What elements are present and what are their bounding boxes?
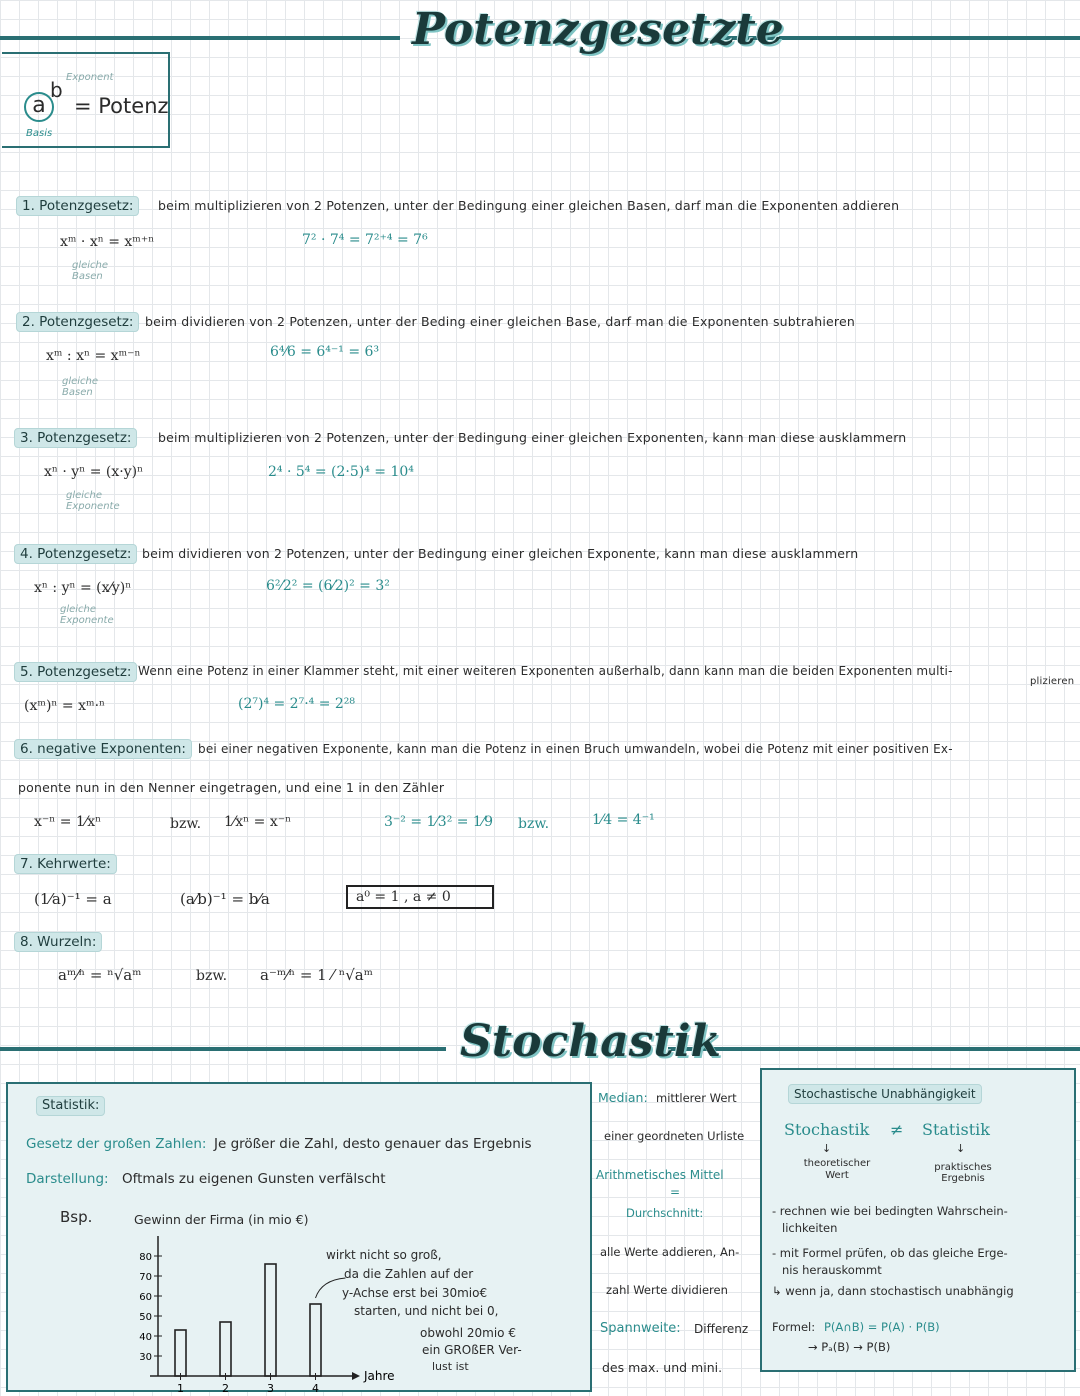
annotation-line-5: obwohl 20mio € bbox=[420, 1326, 516, 1340]
darstellung-label: Darstellung: bbox=[26, 1171, 109, 1187]
neg-formula-2: 1⁄xⁿ = x⁻ⁿ bbox=[224, 814, 292, 830]
wurzeln-label: 8. Wurzeln: bbox=[14, 932, 102, 952]
neg-desc-1: bei einer negativen Exponente, kann man die Potenz in einen Bruch umwandeln, wobei die Potenz mit einer positiven Ex- bbox=[198, 742, 953, 756]
durchschnitt-label: Durchschnitt: bbox=[626, 1206, 704, 1220]
unab-stoch-sub: theoretischer Wert bbox=[803, 1158, 871, 1181]
unab-point-1: - rechnen wie bei bedingten Wahrschein- bbox=[772, 1204, 1008, 1218]
y-tick-label: 50 bbox=[139, 1312, 152, 1323]
neg-example-2: 1⁄4 = 4⁻¹ bbox=[592, 812, 655, 828]
law-1-label: 1. Potenzgesetz: bbox=[16, 196, 139, 216]
x-tick-label: 4 bbox=[312, 1382, 319, 1395]
neg-label: 6. negative Exponenten: bbox=[14, 739, 192, 759]
gesetz-text: Je größer die Zahl, desto genauer das Ergebnis bbox=[214, 1136, 532, 1152]
durchschnitt-text-2: zahl Werte dividieren bbox=[606, 1283, 728, 1297]
median-label: Median: bbox=[598, 1090, 648, 1105]
intro-equals: = Potenz bbox=[74, 94, 169, 118]
law-3-formula: xⁿ · yⁿ = (x·y)ⁿ bbox=[44, 464, 144, 480]
stoch-rule-left bbox=[0, 1047, 446, 1051]
unab-stochastik: Stochastik bbox=[784, 1120, 870, 1139]
law-5-formula: (xᵐ)ⁿ = xᵐ·ⁿ bbox=[24, 698, 106, 714]
law-1-example: 7² · 7⁴ = 7²⁺⁴ = 7⁶ bbox=[302, 232, 428, 248]
spannweite-text-1: Differenz bbox=[694, 1322, 749, 1336]
intro-base-label: Basis bbox=[26, 128, 53, 139]
x-axis-arrow-icon bbox=[352, 1372, 360, 1380]
law-5-example: (2⁷)⁴ = 2⁷·⁴ = 2²⁸ bbox=[238, 696, 356, 712]
law-2-example: 6⁴⁄6 = 6⁴⁻¹ = 6³ bbox=[270, 344, 380, 360]
y-tick-label: 60 bbox=[139, 1292, 152, 1303]
kehr-formula-1: (1⁄a)⁻¹ = a bbox=[34, 890, 112, 908]
law-1-desc: beim multiplizieren von 2 Potenzen, unter der Bedingung einer gleichen Basen, darf man die Exponenten addieren bbox=[158, 198, 900, 213]
annotation-line-4: starten, und nicht bei 0, bbox=[354, 1304, 499, 1318]
wurzeln-formula-2: a⁻ᵐ⁄ⁿ = 1 ⁄ ⁿ√aᵐ bbox=[260, 966, 373, 984]
neg-bzw-1: bzw. bbox=[170, 816, 202, 832]
wurzeln-formula-1: aᵐ⁄ⁿ = ⁿ√aᵐ bbox=[58, 966, 142, 984]
section-title-stochastik: Stochastik bbox=[460, 1016, 722, 1067]
unab-stat-sub: praktisches Ergebnis bbox=[934, 1162, 992, 1184]
law-2-desc: beim dividieren von 2 Potenzen, unter der Beding einer gleichen Base, darf man die Exponenten subtrahieren bbox=[145, 314, 855, 329]
kehr-formula-2: (a⁄b)⁻¹ = b⁄a bbox=[180, 890, 270, 908]
law-3-desc: beim multiplizieren von 2 Potenzen, unter der Bedingung einer gleichen Exponenten, kann man diese ausklammern bbox=[158, 430, 907, 445]
x-tick-label: 2 bbox=[222, 1382, 229, 1395]
kehr-zero-exponent-box: a⁰ = 1 , a ≠ 0 bbox=[346, 885, 494, 909]
law-4-label: 4. Potenzgesetz: bbox=[14, 544, 137, 564]
statistik-panel bbox=[6, 1082, 592, 1395]
y-tick-label: 70 bbox=[139, 1272, 152, 1283]
unab-tag: Stochastische Unabhängigkeit bbox=[788, 1084, 982, 1104]
law-2-note: gleiche Basen bbox=[62, 376, 99, 398]
law-4-desc: beim dividieren von 2 Potenzen, unter der Bedingung einer gleichen Exponente, kann man diese ausklammern bbox=[142, 546, 859, 561]
unabhaengigkeit-panel bbox=[760, 1068, 1076, 1372]
annotation-line-7: lust ist bbox=[432, 1360, 469, 1373]
durchschnitt-text-1: alle Werte addieren, An- bbox=[600, 1245, 740, 1259]
gesetz-label: Gesetz der großen Zahlen: bbox=[26, 1136, 207, 1152]
median-text-2: einer geordneten Urliste bbox=[604, 1129, 745, 1143]
law-4-note: gleiche Exponente bbox=[60, 604, 114, 626]
arrow-down-icon-2: ↓ bbox=[956, 1142, 966, 1155]
law-3-example: 2⁴ · 5⁴ = (2·5)⁴ = 10⁴ bbox=[268, 464, 414, 480]
statistik-tag: Statistik: bbox=[36, 1096, 105, 1116]
unab-formel-2: → Pₐ(B) → P(B) bbox=[808, 1340, 891, 1354]
bar bbox=[265, 1264, 276, 1376]
unab-point-1b: lichkeiten bbox=[782, 1221, 838, 1235]
unab-formel-label: Formel: bbox=[772, 1320, 816, 1334]
bar bbox=[310, 1304, 321, 1376]
neg-example-1: 3⁻² = 1⁄3² = 1⁄9 bbox=[384, 814, 494, 830]
stoch-rule-right bbox=[668, 1047, 1080, 1051]
annotation-line-2: da die Zahlen auf der bbox=[344, 1267, 474, 1281]
annotation-leader bbox=[316, 1278, 346, 1298]
arrow-down-icon: ↓ bbox=[822, 1142, 832, 1155]
intro-box bbox=[2, 52, 170, 148]
law-1-formula: xᵐ · xⁿ = xᵐ⁺ⁿ bbox=[60, 234, 155, 250]
spannweite-text-2: des max. und mini. bbox=[602, 1360, 723, 1375]
law-4-formula: xⁿ : yⁿ = (x⁄y)ⁿ bbox=[34, 580, 132, 596]
chart-title: Gewinn der Firma (in mio €) bbox=[134, 1212, 309, 1227]
unab-formel-1: P(A∩B) = P(A) · P(B) bbox=[824, 1320, 940, 1334]
law-5-desc-cont: plizieren bbox=[1030, 676, 1075, 687]
median-text-1: mittlerer Wert bbox=[656, 1091, 737, 1105]
wurzeln-bzw: bzw. bbox=[196, 968, 228, 984]
unab-point-2: - mit Formel prüfen, ob das gleiche Erge- bbox=[772, 1246, 1008, 1260]
law-5-label: 5. Potenzgesetz: bbox=[14, 662, 137, 682]
spannweite-label: Spannweite: bbox=[600, 1321, 681, 1336]
law-1-note: gleiche Basen bbox=[72, 260, 109, 282]
annotation-line-3: y-Achse erst bei 30mio€ bbox=[342, 1286, 488, 1300]
law-3-label: 3. Potenzgesetz: bbox=[14, 428, 137, 448]
unab-point-2b: nis herauskommt bbox=[782, 1263, 882, 1277]
unab-neq: ≠ bbox=[890, 1120, 904, 1139]
y-tick-label: 40 bbox=[139, 1332, 152, 1343]
darstellung-text: Oftmals zu eigenen Gunsten verfälscht bbox=[122, 1171, 386, 1187]
y-tick-label: 30 bbox=[139, 1352, 152, 1363]
unab-statistik: Statistik bbox=[922, 1120, 990, 1139]
law-2-formula: xᵐ : xⁿ = xᵐ⁻ⁿ bbox=[46, 348, 141, 364]
title-rule-left bbox=[0, 36, 400, 40]
kehr-label: 7. Kehrwerte: bbox=[14, 854, 117, 874]
page-title: Potenzgesetzte bbox=[412, 4, 784, 55]
annotation-line-6: ein GROßER Ver- bbox=[422, 1343, 522, 1357]
unab-point-3: ↳ wenn ja, dann stochastisch unabhängig bbox=[772, 1284, 1014, 1298]
annotation-line-1: wirkt nicht so groß, bbox=[326, 1248, 442, 1262]
law-4-example: 6²⁄2² = (6⁄2)² = 3² bbox=[266, 578, 390, 594]
arith-eq: = bbox=[670, 1185, 681, 1199]
x-tick-label: 1 bbox=[177, 1382, 184, 1395]
arith-label: Arithmetisches Mittel bbox=[596, 1168, 724, 1182]
bar bbox=[175, 1330, 186, 1376]
bar bbox=[220, 1322, 231, 1376]
x-axis-label: Jahre bbox=[364, 1369, 395, 1383]
law-5-desc: Wenn eine Potenz in einer Klammer steht, mit einer weiteren Exponenten außerhalb, dann kann man die beiden Exponenten multi- bbox=[138, 664, 953, 678]
intro-base-letter: a bbox=[32, 93, 46, 118]
intro-exponent-label: Exponent bbox=[66, 72, 114, 83]
neg-desc-2: ponente nun in den Nenner eingetragen, und eine 1 in den Zähler bbox=[18, 780, 445, 795]
neg-formula-1: x⁻ⁿ = 1⁄xⁿ bbox=[34, 814, 102, 830]
law-2-label: 2. Potenzgesetz: bbox=[16, 312, 139, 332]
bsp-label: Bsp. bbox=[60, 1208, 93, 1226]
neg-bzw-2: bzw. bbox=[518, 816, 550, 832]
x-tick-label: 3 bbox=[267, 1382, 274, 1395]
y-tick-label: 80 bbox=[139, 1252, 152, 1263]
law-3-note: gleiche Exponente bbox=[66, 490, 120, 512]
intro-exponent: b bbox=[50, 78, 63, 102]
